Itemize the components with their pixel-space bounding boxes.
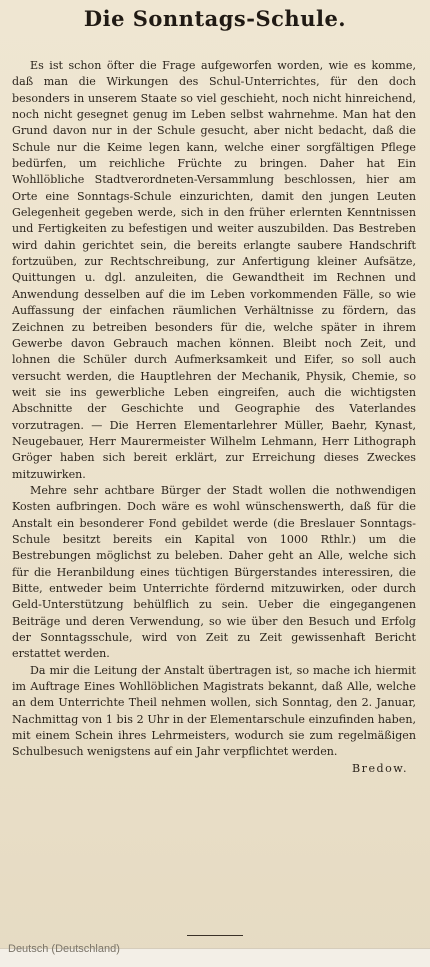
paragraph-3: Da mir die Leitung der Anstalt übertragen ist, so mache ich hiermit im Auftrage Eines Wohllöblichen Magistrats bekannt, daß Alle, welche an dem Unterrichte Theil nehmen wollen, sich Sonntag, den 2. Januar, Nachmittag von 1 bis 2 Uhr in der Elementarschule einzufinden haben, mit einem Schein ihres Lehrmeisters, wodurch sie zum regelmäßigen Schulbesuch wenigstens auf ein Jahr verpflichtet werden. (12, 663, 416, 759)
article-body (12, 58, 416, 777)
paragraph-1: Es ist schon öfter die Frage aufgeworfen worden, wie es komme, daß man die Wirkungen des Schul-Unterrichtes, für den doch besonders in unserem Staate so viel geschieht, noch nicht hinreichend, noch nicht gesegnet genug im Leben selbst wahrnehme. Man hat den Grund davon nur in der Schule gesucht, aber nicht bedacht, daß die Schule nur die Keime legen kann, welche einer sorgfältigen Pflege bedürfen, um reichliche Früchte zu bringen. Daher hat Ein Wohllöbliche Stadtverordneten-Versammlung beschlossen, hier am Orte eine Sonntags-Schule einzurichten, damit den jungen Leuten Gelegenheit gegeben werde, sich in den früher erlernten Kenntnissen und Fertigkeiten zu befestigen und weiter auszubilden. Das Bestreben wird dahin gerichtet sein, die bereits erlangte saubere Handschrift fortzuüben, zur Rechtschreibung, zur Anfertigung kleiner Aufsätze, Quittungen u. dgl. anzuleiten, die Gewandtheit im Rechnen und Anwendung desselben auf die im Leben vorkommenden Fälle, so wie Auffassung der einfachen räumlichen Verhältnisse zu fördern, das Zeichnen zu betreiben besonders für die, welche später in ihrem Gewerbe davon Gebrauch machen können. Bleibt noch Zeit, und lohnen die Schüler durch Aufmerksamkeit und Eifer, so soll auch versucht werden, die Hauptlehren der Mechanik, Physik, Chemie, so weit sie ins gewerbliche Leben eingreifen, auch die wichtigsten Abschnitte der Geschichte und Geographie des Vaterlandes vorzutragen. — Die Herren Elementarlehrer Müller, Baehr, Kynast, Neugebauer, Herr Maurermeister Wilhelm Lehmann, Herr Lithograph Gröger haben sich bereit erklärt, zur Erreichung dieses Zweckes mitzuwirken. (12, 59, 416, 481)
signature: Bredow. (351, 761, 408, 775)
language-label: Deutsch (Deutschland) (8, 943, 120, 955)
footer-strip (0, 943, 430, 967)
paragraph-2: Mehre sehr achtbare Bürger der Stadt wollen die nothwendigen Kosten aufbringen. Doch wäre es wohl wünschenswerth, daß für die Anstalt ein besonderer Fond gebildet werde (die Breslauer Sonntags-Schule besitzt bereits ein Kapital von 1000 Rthlr.) um die Bestrebungen möglichst zu beleben. Daher geht an Alle, welche sich für die Heranbildung eines tüchtigen Bürgerstandes interessiren, die Bitte, entweder beim Unterrichte fördernd mitzuwirken, oder durch Geld-Unterstützung behülflich zu sein. Ueber die eingegangenen Beiträge und deren Verwendung, so wie über den Besuch und Erfolg der Sonntagsschule, wird von Zeit zu Zeit gewissenhaft Bericht erstattet werden. (12, 483, 416, 661)
section-divider (187, 935, 243, 936)
article-title: Die Sonntags-Schule. (83, 6, 347, 31)
